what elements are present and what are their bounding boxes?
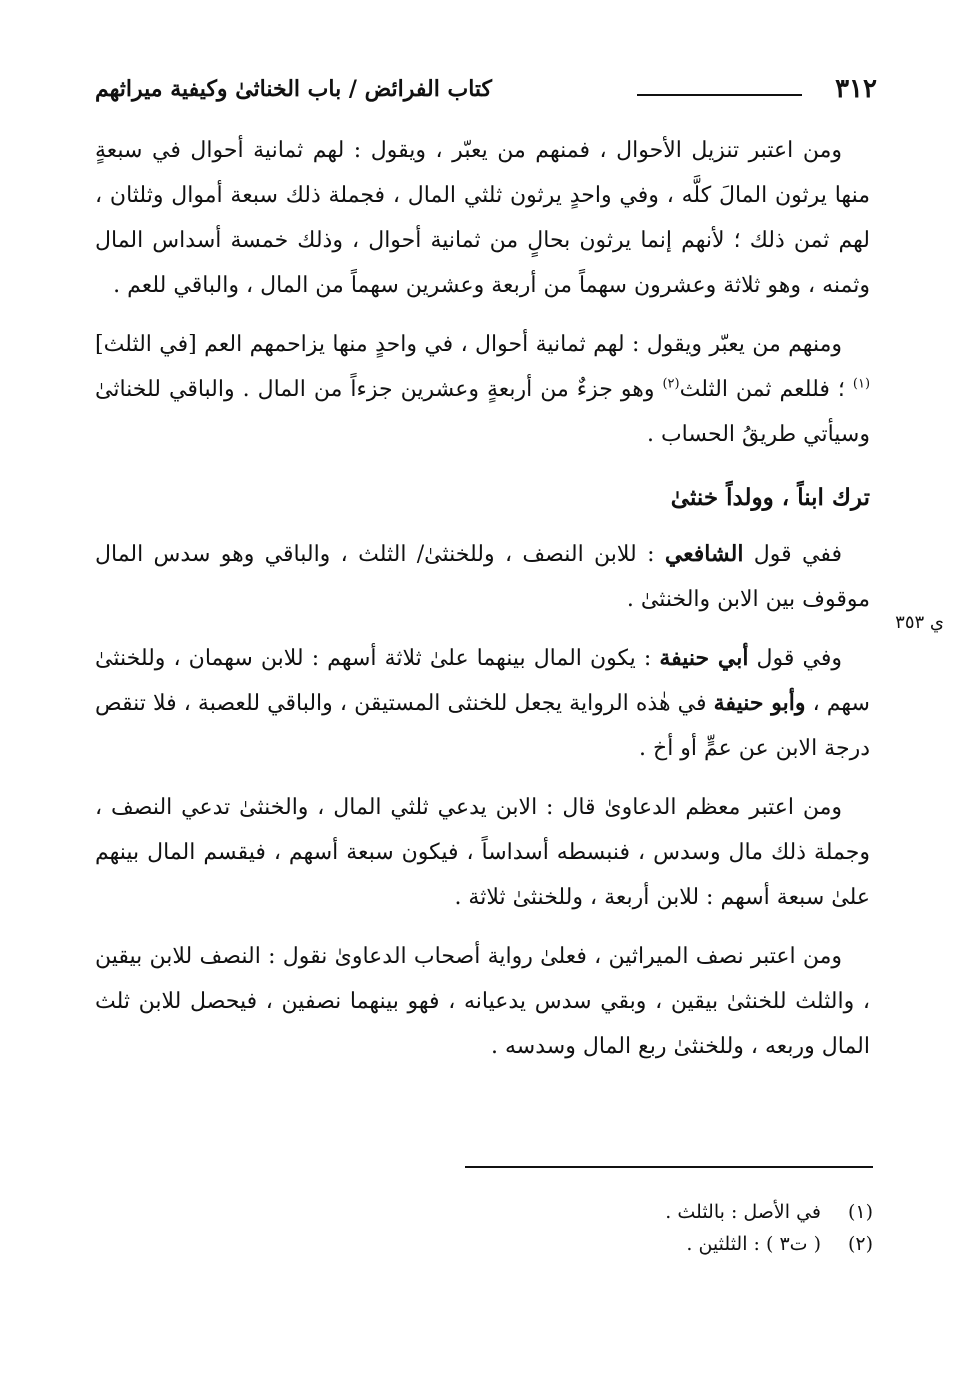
paragraph-3-part-a: ففي قول [743,542,842,567]
footnote-ref-1: (١) [852,376,871,392]
paragraph-2-part-a: ومنهم من يعبّر ويقول : لهم ثمانية أحوال ، في واحدٍ منها يزاحمهم العم [في الثلث] [95,332,842,357]
scholar-name-shafii: الشافعي [664,541,744,567]
page-header [95,74,877,114]
footnote-1-text: في الأصل : بالثلث . [665,1201,821,1223]
paragraph-2 [95,322,870,457]
footnote-2-text: ( ت٣ ) : الثلثين . [686,1233,821,1255]
footnotes [95,1196,873,1260]
section-heading: ترك ابناً ، وولداً خنثىٰ [670,484,870,511]
paragraph-5: ومن اعتبر معظم الدعاوىٰ قال : الابن يدعي ثلثي المال ، والخنثىٰ تدعي النصف ، وجملة ذلك مال وسدس ، فنبسطه أسداساً ، فيكون سبعة أسهم ، فيقسم المال بينهم علىٰ سبعة أسهم : للابن أربعة ، وللخنثىٰ ثلاثة . [95,795,870,910]
margin-page-reference: ي ٣٥٣ [895,612,944,633]
footnote-2-number: (٢) [847,1233,873,1255]
paragraph-3 [95,532,870,622]
paragraph-6: ومن اعتبر نصف الميراثين ، فعلىٰ رواية أصحاب الدعاوىٰ نقول : النصف للابن بيقين ، والثلث للخنثىٰ بيقين ، وبقي سدس يدعيانه ، فهو بينهما نصفين ، فيحصل للابن ثلث المال وربعه ، وللخنثىٰ ربع المال وسدسه . [95,944,870,1059]
header-rule [637,94,802,96]
footnote-ref-2: (٢) [662,376,680,392]
paragraph-3-part-b: : للابن النصف ، وللخنثىٰ/ الثلث ، والباقي وهو سدس المال موقوف بين الابن والخنثىٰ . [95,542,870,612]
page-number: ٣١٢ [835,74,877,104]
paragraph-4-part-b: : يكون المال بينهما علىٰ ثلاثة أسهم : للابن سهمان ، وللخنثىٰ سهم ، [95,646,870,716]
paragraph-1: ومن اعتبر تنزيل الأحوال ، فمنهم من يعبّر ، ويقول : لهم ثمانية أحوال في سبعةٍ منها يرثون المالَ كلَّه ، وفي واحدٍ يرثون ثلثي المال ، فجملة ذلك سبعة أموال وثلثان ، لهم ثمن ذلك ؛ لأنهم إنما يرثون بحالٍ من ثمانية أحوال ، وذلك خمسة أسداس المال وثمنه ، وهو ثلاثة وعشرون سهماً من أربعة وعشرين سهماً من المال ، والباقي للعم . [95,138,870,298]
footnote-2 [95,1228,873,1260]
footnote-1-number: (١) [847,1201,873,1223]
footnote-1 [95,1196,873,1228]
footnote-separator [465,1166,873,1168]
paragraph-4-part-a: وفي قول [748,646,842,671]
main-text [95,128,870,1083]
paragraph-4-part-c: في هٰذه الرواية يجعل للخنثى المستيقن ، والباقي للعصبة ، فلا تنقص درجة الابن عن عمٍّ أو أخ . [95,691,870,761]
scholar-name-abu-hanifa-2: وأبو حنيفة [713,690,806,716]
paragraph-2-part-b: ؛ فللعم ثمن الثلث [679,377,853,402]
paragraph-4 [95,636,870,771]
running-title: كتاب الفرائض / باب الخناثىٰ وكيفية ميراثهم [95,76,493,102]
scholar-name-abu-hanifa: أبي حنيفة [659,645,749,671]
paragraph-2-part-c: وهو جزءٌ من أربعةٍ وعشرين جزءاً من المال . والباقي للخناثىٰ وسيأتي طريقُ الحساب . [95,377,870,447]
